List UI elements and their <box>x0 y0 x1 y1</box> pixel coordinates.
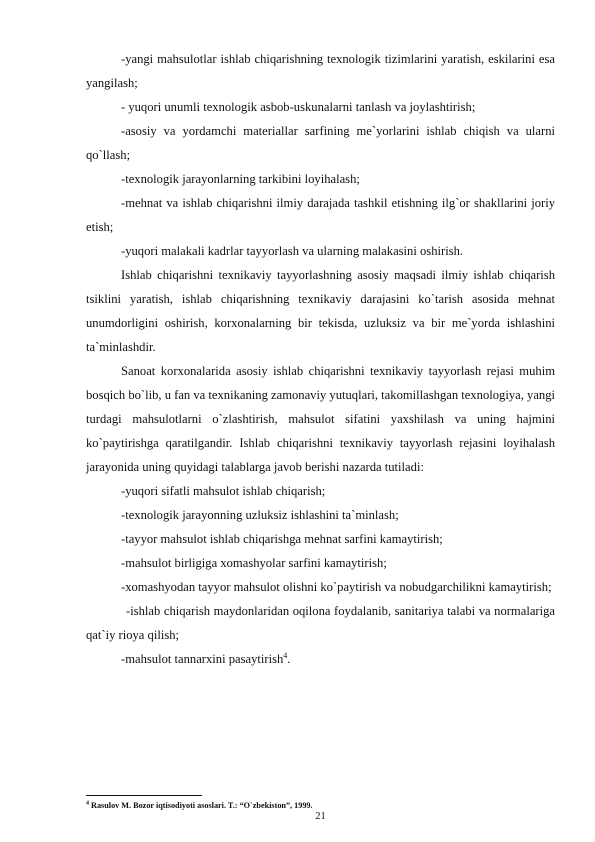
paragraph: -texnologik jarayonning uzluksiz ishlashini ta`minlash; <box>121 508 399 522</box>
footnote-text: Rasulov M. Bozor iqtisodiyoti asoslari. T.: “O`zbekiston”, 1999. <box>91 801 313 810</box>
paragraph: -xomashyodan tayyor mahsulot olishni ko`paytirish va nobudgarchilikni kamaytirish; <box>121 580 552 594</box>
footnote <box>86 800 555 811</box>
last-paragraph <box>86 647 555 671</box>
paragraph: -asosiy va yordamchi materiallar sarfining me`yorlarini ishlab chiqish va ularni qo`llash; <box>86 124 555 162</box>
paragraph: -texnologik jarayonlarning tarkibini loyihalash; <box>121 172 360 186</box>
last-paragraph-end: . <box>287 652 291 666</box>
paragraph: Ishlab chiqarishni texnikaviy tayyorlashning asosiy maqsadi ilmiy ishlab chiqarish tsiklini yaratish, ishlab chiqarishning texnikaviy darajasini ko`tarish asosida mehnat unumdorligini oshirish, korxonalarning bir tekisda, uzluksiz va bir me`yorda ishlashini ta`minlashdir. <box>86 268 555 354</box>
paragraph: -mehnat va ishlab chiqarishni ilmiy darajada tashkil etishning ilg`or shakllarini joriy etish; <box>86 196 555 234</box>
paragraph: Sanoat korxonalarida asosiy ishlab chiqarishni texnikaviy tayyorlash rejasi muhim bosqich bo`lib, u fan va texnikaning zamonaviy yutuqlari, takomillashgan texnologiya, yangi turdagi mahsulotlarni o`zlashtirish, mahsulot sifatini yaxshilash va uning hajmini ko`paytirishga qaratilgandir. Ishlab chiqarishni texnikaviy tayyorlash rejasini loyihalash jarayonida uning quyidagi talablarga javob berishi nazarda tutiladi: <box>86 364 556 474</box>
last-paragraph-text: -mahsulot tannarxini pasaytirish <box>121 652 284 666</box>
paragraph: -yangi mahsulotlar ishlab chiqarishning texnologik tizimlarini yaratish, eskilarini esa yangilash; <box>86 52 555 90</box>
paragraph: -tayyor mahsulot ishlab chiqarishga mehnat sarfini kamaytirish; <box>121 532 443 546</box>
paragraph: - yuqori unumli texnologik asbob-uskunalarni tanlash va joylashtirish; <box>121 100 476 114</box>
page-number: 21 <box>315 811 326 822</box>
paragraph: -yuqori sifatli mahsulot ishlab chiqarish; <box>121 484 326 498</box>
footnote-reference[interactable]: 4 <box>283 650 288 660</box>
paragraph: -yuqori malakali kadrlar tayyorlash va ularning malakasini oshirish. <box>121 244 464 258</box>
paragraph: -mahsulot birligiga xomashyolar sarfini kamaytirish; <box>121 556 387 570</box>
footnote-number: 4 <box>86 800 89 807</box>
body-text <box>86 47 555 671</box>
paragraph: -ishlab chiqarish maydonlaridan oqilona foydalanib, sanitariya talabi va normalariga qat`iy rioya qilish; <box>86 604 555 642</box>
footnote-separator <box>86 795 202 796</box>
